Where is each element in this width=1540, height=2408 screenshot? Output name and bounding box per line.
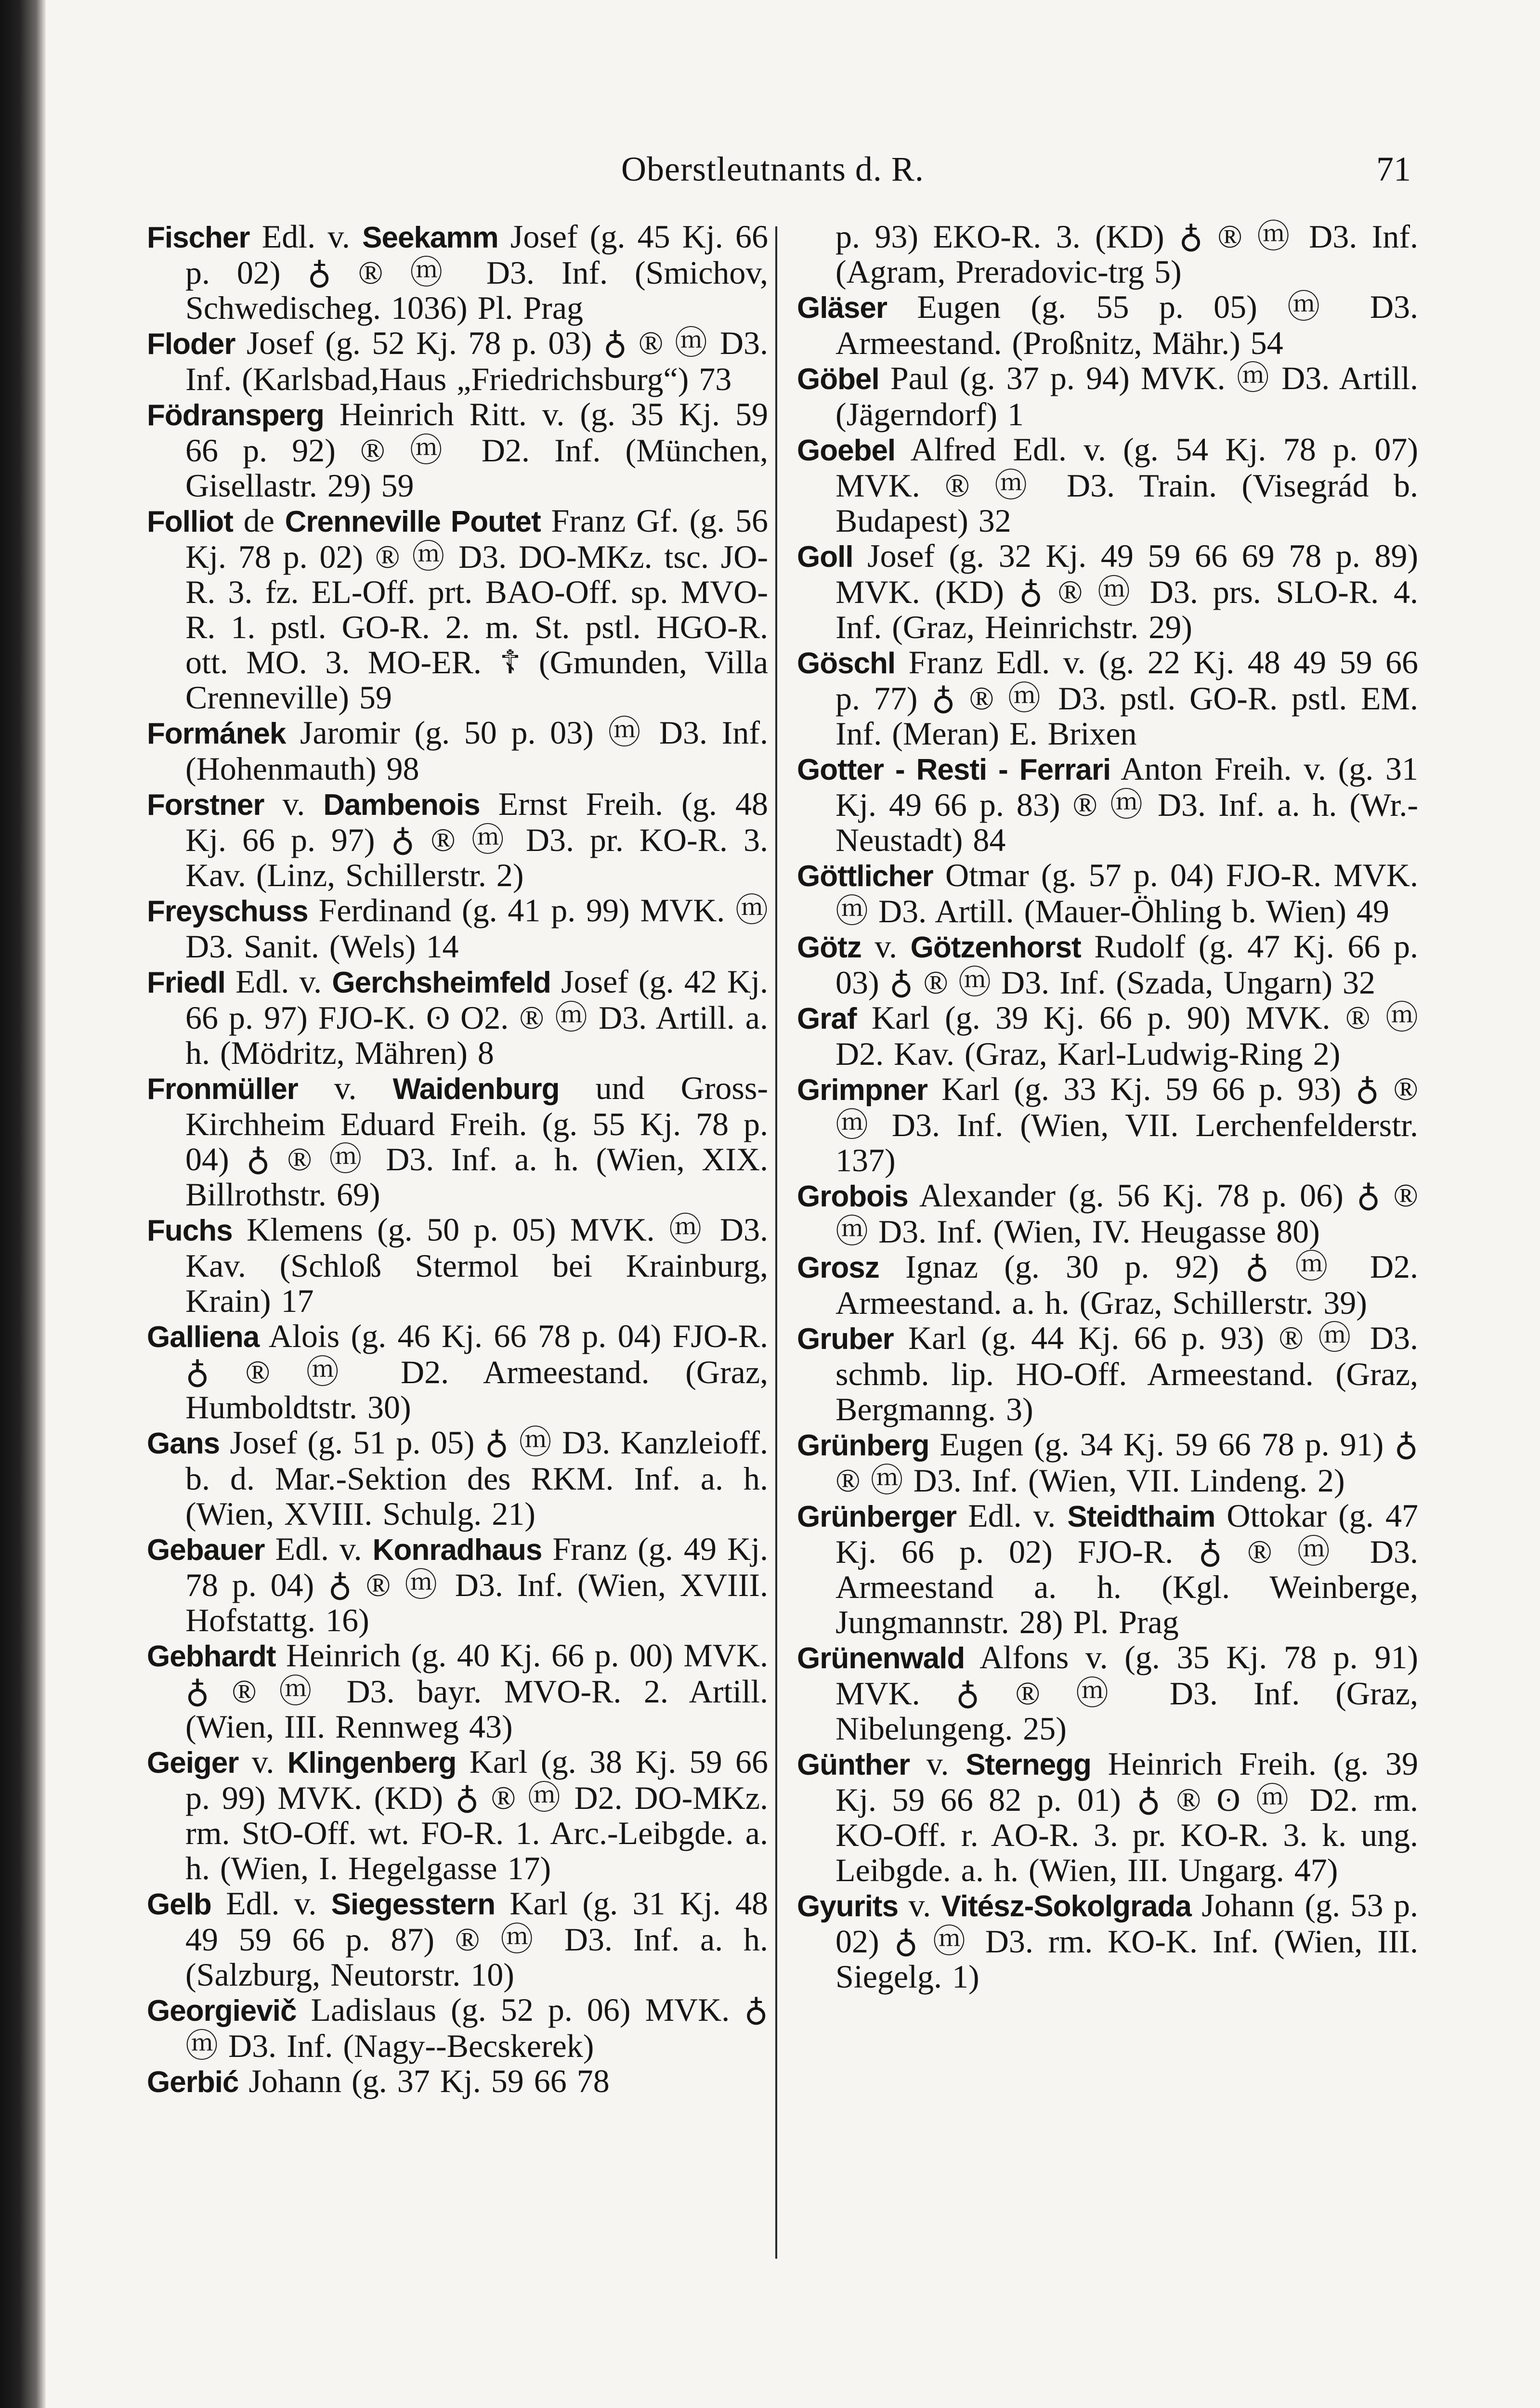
entry-text: Jaromir (g. 50 p. 03) ⓜ D3. Inf. (Hohenmauth) 98 [185,714,768,787]
directory-entry [147,503,768,715]
directory-entry [797,1427,1418,1498]
entry-predicate-name: Steidthaim [1067,1500,1215,1533]
entry-details: Rudolf (g. 47 Kj. 66 p. 03) ♁ ® ⓜ D3. Inf. (Szada, Ungarn) 32 [835,928,1418,1001]
entry-text: v. [898,1887,941,1924]
entry-surname: Fronmüller [147,1073,298,1106]
entry-surname: Götz [797,931,861,964]
entry-text: v. [861,928,911,965]
entry-text: Edl. v. [225,963,332,1000]
directory-entry [147,1638,768,1744]
entry-predicate-name: Klingenberg [287,1746,457,1780]
entry-predicate-name: Sternegg [966,1748,1091,1781]
entry-details: Ernst Freih. (g. 48 Kj. 66 p. 97) ♁ ® ⓜ D3. pr. KO-R. 3. Kav. (Linz, Schillerstr. 2) [185,785,768,893]
directory-entry [797,289,1418,361]
entry-text: Franz Edl. v. (g. 22 Kj. 48 49 59 66 p. 77) ♁ ® ⓜ D3. pstl. GO-R. pstl. EM. Inf. (Meran) E. Brixen [835,644,1418,752]
entry-predicate-name: Crenneville Poutet [285,505,541,538]
column-divider [775,226,777,2259]
entry-text: Karl (g. 39 Kj. 66 p. 90) MVK. ® ⓜ D2. Kav. (Graz, Karl-Ludwig-Ring 2) [835,999,1418,1072]
entry-surname: Grimpner [797,1073,928,1107]
directory-entry [797,1498,1418,1640]
directory-entry [147,1425,768,1531]
entry-predicate-name: Siegesstern [331,1888,496,1921]
entry-details: Ottokar (g. 47 Kj. 66 p. 02) FJO-R. ♁ ® ⓜ D3. Armeestand a. h. (Kgl. Weinberge, Jungmannstr. 28) Pl. Prag [835,1497,1418,1640]
directory-entry [797,1000,1418,1072]
directory-entry [797,1072,1418,1178]
directory-entry [147,397,768,503]
entry-text: Josef (g. 32 Kj. 49 59 66 69 78 p. 89) MVK. (KD) ♁ ® ⓜ D3. prs. SLO-R. 4. Inf. (Graz, Heinrichstr. 29) [835,537,1418,645]
page-header [621,149,1411,202]
directory-entry [797,929,1418,1000]
book-spine-shadow [0,0,46,2408]
entry-surname: Födransperg [147,399,324,432]
entry-predicate-name: Götzenhorst [910,931,1081,964]
entry-surname: Gelb [147,1888,211,1921]
entry-surname: Goebel [797,434,896,467]
entry-text: Anton Freih. v. (g. 31 Kj. 49 66 p. 83) ® ⓜ D3. Inf. a. h. (Wr.-Neustadt) 84 [835,750,1419,858]
running-title: Oberstleutnants d. R. [621,150,924,188]
directory-entry [797,361,1418,432]
entry-text: Ladislaus (g. 52 p. 06) MVK. ♁ ⓜ D3. Inf. (Nagy--Becskerek) [185,1991,768,2064]
entry-text: Karl (g. 33 Kj. 59 66 p. 93) ♁ ® ⓜ D3. Inf. (Wien, VII. Lerchenfelderstr. 137) [835,1071,1418,1178]
entry-surname: Galliena [147,1321,260,1354]
entry-surname: Forstner [147,788,264,822]
entry-text: de [233,502,285,539]
entry-text: Alfred Edl. v. (g. 54 Kj. 78 p. 07) MVK. ® ⓜ D3. Train. (Visegrád b. Budapest) 32 [835,431,1418,539]
directory-entry [797,858,1418,929]
entry-details: Franz Gf. (g. 56 Kj. 78 p. 02) ® ⓜ D3. DO-MKz. tsc. JO-R. 3. fz. EL-Off. prt. BAO-Off. sp. MVO-R. 1. pstl. GO-R. 2. m. St. pstl. HGO-R. ott. MO. 3. MO-ER. ☦ (Gmunden, Villa Crenneville) 59 [185,502,768,716]
entry-text: Alexander (g. 56 Kj. 78 p. 06) ♁ ® ⓜ D3. Inf. (Wien, IV. Heugasse 80) [835,1177,1418,1250]
entry-predicate-name: Konradhaus [372,1533,542,1567]
entry-text: v. [910,1745,966,1782]
entry-surname: Gotter - Resti - Ferrari [797,753,1111,786]
entry-surname: Goll [797,540,853,574]
entry-surname: Friedl [147,966,225,999]
directory-entry [147,326,768,397]
entry-text: Edl. v. [956,1497,1068,1534]
directory-entry [147,1992,768,2064]
entry-surname: Grünberger [797,1500,957,1533]
directory-entry [147,1531,768,1638]
directory-entry [797,1640,1418,1746]
directory-entry [147,1886,768,1992]
entry-details: Heinrich Freih. (g. 39 Kj. 59 66 82 p. 01) ♁ ® ʘ ⓜ D2. rm. KO-Off. r. AO-R. 3. pr. KO-R. 3. k. ung. Leibgde. a. h. (Wien, III. Ungarg. 47) [835,1745,1418,1888]
entry-surname: Graf [797,1002,857,1035]
entry-surname: Gruber [797,1322,894,1356]
entry-continuation: p. 93) EKO-R. 3. (KD) ♁ ® ⓜ D3. Inf. (Agram, Preradovic-trg 5) [835,218,1418,290]
directory-entry [147,893,768,964]
entry-text: Otmar (g. 57 p. 04) FJO-R. MVK. ⓜ D3. Artill. (Mauer-Öhling b. Wien) 49 [835,857,1418,929]
directory-entry [797,1249,1418,1321]
entry-text: Heinrich Ritt. v. (g. 35 Kj. 59 66 p. 92) ® ⓜ D2. Inf. (München, Gisellastr. 29) 59 [185,396,768,504]
entry-text: v. [238,1743,287,1780]
entry-surname: Gläser [797,291,887,325]
entry-details: Josef (g. 45 Kj. 66 p. 02) ♁ ® ⓜ D3. Inf. (Smichov, Schwedischeg. 1036) Pl. Prag [185,218,768,326]
entry-text: Johann (g. 37 Kj. 59 66 78 [238,2063,610,2099]
entry-text: Josef (g. 51 p. 05) ♁ ⓜ D3. Kanzleioff. b. d. Mar.-Sektion des RKM. Inf. a. h. (Wien, XVIII. Schulg. 21) [185,1424,768,1532]
directory-entry [147,964,768,1071]
entry-predicate-name: Waidenburg [392,1073,560,1106]
entry-surname: Gebauer [147,1533,265,1567]
directory-entry [797,751,1418,858]
entry-surname: Georgievič [147,1994,297,2028]
entry-surname: Gans [147,1427,220,1460]
entry-text: Ferdinand (g. 41 p. 99) MVK. ⓜ D3. Sanit. (Wels) 14 [185,892,768,965]
entry-surname: Grünberg [797,1429,929,1462]
entry-surname: Gerbić [147,2066,239,2099]
left-column [147,219,768,2100]
directory-entry [147,219,768,326]
entry-surname: Fischer [147,221,250,254]
entry-details: Josef (g. 42 Kj. 66 p. 97) FJO-K. ʘ O2. ® ⓜ D3. Artill. a. h. (Mödritz, Mähren) 8 [185,963,768,1071]
entry-text: Eugen (g. 55 p. 05) ⓜ D3. Armeestand. (Proßnitz, Mähr.) 54 [835,288,1418,361]
directory-entry [147,715,768,786]
directory-entry [797,1888,1418,1994]
right-column [797,219,1418,1994]
entry-surname: Grünenwald [797,1642,965,1675]
entry-text: Alois (g. 46 Kj. 66 78 p. 04) FJO-R. ♁ ® ⓜ D2. Armeestand. (Graz, Humboldtstr. 30) [185,1318,768,1426]
entry-text: Karl (g. 44 Kj. 66 p. 93) ® ⓜ D3. schmb. lip. HO-Off. Armeestand. (Graz, Bergmanng. 3) [835,1320,1418,1427]
entry-surname: Fuchs [147,1214,233,1247]
entry-text: Josef (g. 52 Kj. 78 p. 03) ♁ ® ⓜ D3. Inf. (Karlsbad,Haus „Friedrichsburg“) 73 [185,325,768,397]
entry-surname: Folliot [147,505,233,538]
entry-text: Edl. v. [211,1885,331,1922]
entry-text: Alfons v. (g. 35 Kj. 78 p. 91) MVK. ♁ ® ⓜ D3. Inf. (Graz, Nibelungeng. 25) [835,1639,1418,1747]
entry-predicate-name: Vitész-Sokolgrada [941,1890,1191,1923]
entry-surname: Grosz [797,1251,879,1284]
entry-text: Klemens (g. 50 p. 05) MVK. ⓜ D3. Kav. (Schloß Stermol bei Krainburg, Krain) 17 [185,1211,768,1319]
entry-text: Heinrich (g. 40 Kj. 66 p. 00) MVK. ♁ ® ⓜ D3. bayr. MVO-R. 2. Artill. (Wien, III. Rennweg 43) [185,1637,768,1745]
entry-details: Karl (g. 31 Kj. 48 49 59 66 p. 87) ® ⓜ D3. Inf. a. h. (Salzburg, Neutorstr. 10) [185,1885,768,1993]
directory-entry [797,1178,1418,1249]
entry-surname: Freyschuss [147,895,308,928]
entry-surname: Floder [147,327,235,361]
entry-surname: Günther [797,1748,910,1781]
entry-text: v. [298,1070,393,1106]
directory-entry [147,1319,768,1425]
directory-entry [797,645,1418,751]
entry-text: Paul (g. 37 p. 94) MVK. ⓜ D3. Artill. (Jägerndorf) 1 [835,360,1418,432]
entry-surname: Göschl [797,647,896,680]
entry-details: Karl (g. 38 Kj. 59 66 p. 99) MVK. (KD) ♁ ® ⓜ D2. DO-MKz. rm. StO-Off. wt. FO-R. 1. Arc.-Leibgde. a. h. (Wien, I. Hegelgasse 17) [185,1743,768,1886]
entry-text: v. [264,785,324,822]
directory-entry [147,1071,768,1212]
page-number: 71 [1376,150,1411,188]
entry-predicate-name: Seekamm [362,221,498,254]
directory-entry [797,1321,1418,1427]
entry-surname: Gebhardt [147,1640,276,1673]
entry-details: Franz (g. 49 Kj. 78 p. 04) ♁ ® ⓜ D3. Inf. (Wien, XVIII. Hofstattg. 16) [185,1531,768,1638]
entry-text: Edl. v. [264,1531,373,1567]
entry-surname: Gyurits [797,1890,899,1923]
entry-predicate-name: Gerchsheimfeld [332,966,551,999]
directory-entry [797,432,1418,538]
directory-entry [147,786,768,893]
entry-predicate-name: Dambenois [323,788,480,822]
entry-text: Edl. v. [249,218,363,255]
entry-details: und Gross-Kirchheim Eduard Freih. (g. 55 Kj. 78 p. 04) ♁ ® ⓜ D3. Inf. a. h. (Wien, XIX. Billrothstr. 69) [185,1070,768,1213]
directory-entry [147,1212,768,1319]
entry-details: Johann (g. 53 p. 02) ♁ ⓜ D3. rm. KO-K. Inf. (Wien, III. Siegelg. 1) [835,1887,1418,1995]
directory-entry [797,1746,1418,1888]
entry-surname: Göttlicher [797,860,933,893]
entry-surname: Göbel [797,363,879,396]
directory-entry [797,538,1418,645]
entry-surname: Grobois [797,1180,908,1213]
directory-entry [147,1744,768,1886]
entry-text: Eugen (g. 34 Kj. 59 66 78 p. 91) ♁ ® ⓜ D3. Inf. (Wien, VII. Lindeng. 2) [835,1426,1418,1499]
entry-surname: Geiger [147,1746,239,1780]
entry-text: Ignaz (g. 30 p. 92) ♁ ⓜ D2. Armeestand. a. h. (Graz, Schillerstr. 39) [835,1248,1418,1321]
entry-surname: Formánek [147,717,286,750]
directory-entry [147,2064,768,2100]
